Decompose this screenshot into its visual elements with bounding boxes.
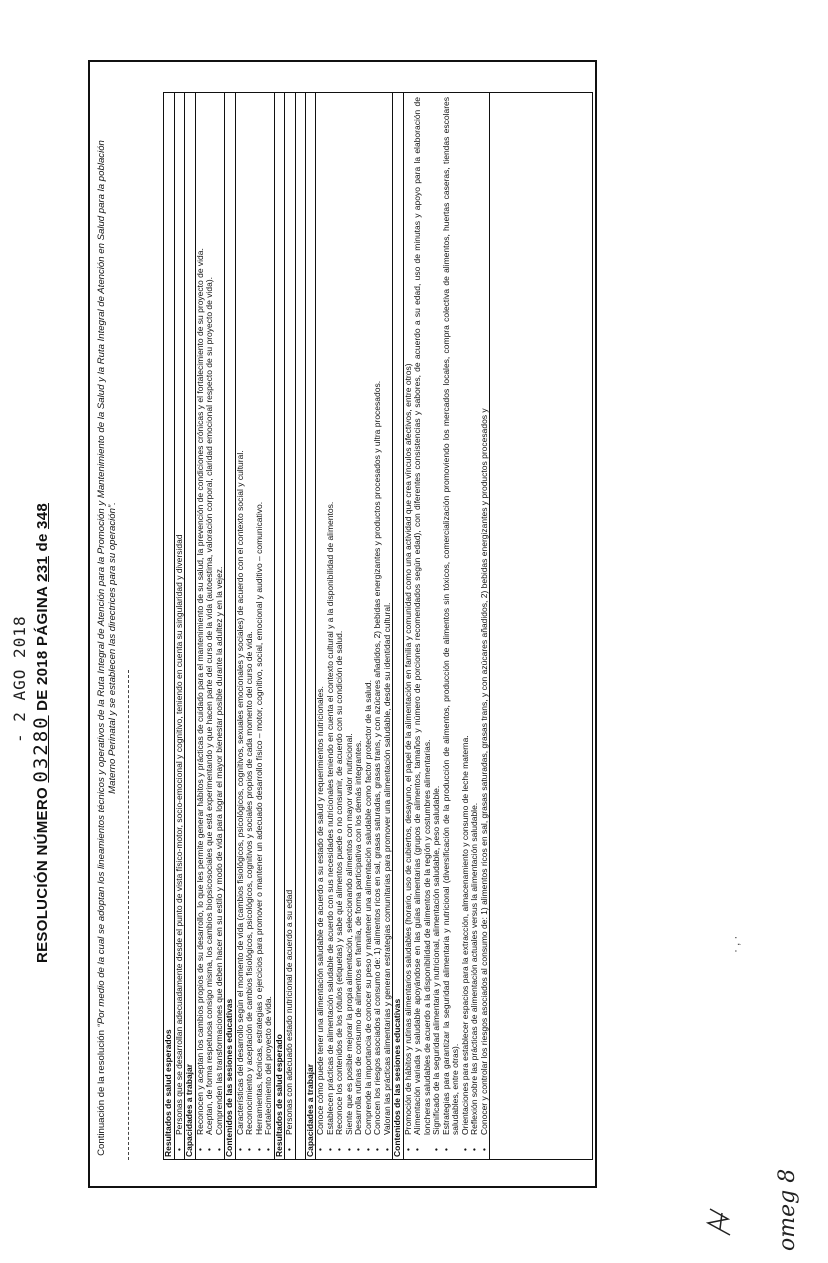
title-mid: DE 2018 PÁGINA: [34, 586, 51, 711]
continuation-lead: Continuación de la resolución: [96, 1030, 107, 1156]
list-item: • Significado de la seguridad alimentaria y nutricional, alimentación saludable, peso saludable.: [432, 93, 442, 1159]
list-item: • Conocen los riesgos asociados al consumo de: 1) alimentos ricos en sal, grasas saturadas, grasas trans, y con azúcares añadidos, 2) bebidas energizantes y productos procesados y ultra procesados.: [373, 93, 383, 1159]
bullet-list: [404, 93, 490, 1159]
bullet-list: [316, 93, 392, 1159]
total-pages: 348: [34, 503, 51, 529]
resolution-number: 03280: [30, 715, 52, 783]
list-item: • Comprende la importancia de conocer su peso y mantener una alimentación saludable como factor protector de la salud.: [364, 93, 374, 1159]
empty-row: [296, 93, 306, 1159]
resolution-title: [30, 503, 52, 963]
list-item: • Conocer y controlar los riesgos asociados al consumo de: 1) alimentos ricos en sal, grasas saturadas, grasas trans, y con azúcares añadidos, 2) bebidas energizantes y productos procesados y: [480, 93, 490, 1159]
section-heading: Resultados de salud esperados: [164, 93, 175, 1159]
list-item: • Reconoce los contenidos de los rótulos (etiquetas) y sabe qué alimentos puede o no consumir, de acuerdo con su condición de salud.: [335, 93, 345, 1159]
bullet-list: [175, 93, 185, 1159]
list-item: • Herramientas, técnicas, estrategias o ejercicios para promover o mantener un adecuado desarrollo físico – motor, cognitivo, social, emocional y auditivo – comunicativo.: [255, 93, 265, 1159]
table-section: [185, 93, 225, 1159]
continuation-text: [96, 128, 118, 1168]
date-stamp: - 2 AGO 2018: [10, 615, 29, 743]
signature-mark: [700, 1203, 740, 1243]
list-item: • Comprenden las transformaciones que deben hacer en su estilo y modo de vida para lograr el mayor bienestar posible durante la adultez y en la vejez.: [215, 93, 225, 1159]
list-item: • Reflexión sobre las prácticas de alimentación actuales versus la alimentación saludable.: [470, 93, 480, 1159]
section-heading: Contenidos de las sesiones educativas: [225, 93, 236, 1159]
table-section: [393, 93, 490, 1159]
section-heading: Capacidades a trabajar: [185, 93, 196, 1159]
list-item: • Aceptan, de forma respetuosa consigo misma, los cambios biopsicosociales que está experimentando y que hacen parte del curso de la vida (autoestima, valoración corporal, claridad emocional respecto de su proyecto de vida).: [205, 93, 215, 1159]
table-section: [306, 93, 394, 1159]
table-section: [275, 93, 296, 1159]
section-heading: Resultados de salud esperado: [275, 93, 286, 1159]
table-section: [164, 93, 185, 1159]
list-item: • Fortalecimiento del proyecto de vida.: [264, 93, 274, 1159]
list-item: • Desarrolla rutinas de consumo de alimentos en familia, de forma participativa con los demás integrantes.: [354, 93, 364, 1159]
list-item: • Personas que se desarrollan adecuadamente desde el punto de vista físico-motor, socio-emocional y cognitivo, teniendo en cuenta su singularidad y diversidad: [175, 93, 185, 1159]
table-section: [225, 93, 275, 1159]
list-item: • Valoran las prácticas alimentarias y generan estrategias comunitarias para promover una alimentación saludable, desde su identidad cultural.: [383, 93, 393, 1159]
list-item: • Estrategias para garantizar la seguridad alimentaria y nutricional (diversificación de la producción de alimentos, producción de alimentos sin tóxicos, comercialización promoviendo los mercados locales, compra colectiva de alimentos, huertas caseras, tiendas escolares saludables, entre otras).: [442, 93, 461, 1159]
title-prefix: RESOLUCIÓN NÚMERO: [34, 787, 51, 963]
list-item: • Reconocen y aceptan los cambios propios de su desarrollo, lo que les permite generar hábitos y prácticas de cuidado para el mantenimiento de su salud, la prevención de condiciones crónicas y el fortalecimiento de su proyecto de vida.: [196, 93, 206, 1159]
continuation-quote: “Por medio de la cual se adoptan los lineamientos técnicos y operativos de la Ruta Integral de Atención para la Promoción y Mantenimiento de la Salud y la Ruta Integral de Atención en Salud para la población Materno Perinatal y se establecen las directrices para su operación”.: [96, 140, 118, 1028]
bullet-list: [236, 93, 274, 1159]
section-heading: Contenidos de las sesiones educativas: [393, 93, 404, 1159]
list-item: • Promoción de hábitos y rutinas alimentarios saludables (horario, uso de cubiertos, desayuno, el papel de la alimentación en familia y comunidad como una actividad que crea vínculos afectivos, entre otros): [404, 93, 414, 1159]
list-item: • Personas con adecuado estado nutricional de acuerdo a su edad: [285, 93, 295, 1159]
list-item: • Características del desarrollo según el momento de vida (cambios fisiológicos, psicológicos, cognitivos, sexuales emocionales y sociales) de acuerdo con el contexto social y cultural.: [236, 93, 246, 1159]
content-table: [163, 92, 593, 1160]
bullet-list: [285, 93, 295, 1159]
page-number: 231: [34, 555, 51, 582]
section-heading: Capacidades a trabajar: [306, 93, 317, 1159]
list-item: • Alimentación variada y saludable apoyándose en las guías alimentarias (grupos de alimentos, tamaños y número de porciones recomendados según edad), con diferentes consistencias y sabores, de acuerdo a su edad, uso de minutas y apoyo para la elaboración de loncheras saludables de acuerdo a la disponibilidad de alimentos de la región y costumbres alimentarias.: [413, 93, 432, 1159]
list-item: • Reconocimiento y aceptación de cambios fisiológicos, psicológicos, cognitivos y sociales propios de cada momento del curso de vida.: [245, 93, 255, 1159]
handwritten-folio-note: omeg 8: [775, 1168, 800, 1251]
list-item: • Siente que es posible mejorar la propia alimentación, seleccionando alimentos con mayor valor nutricional.: [345, 93, 355, 1159]
list-item: • Establecen prácticas de alimentación saludable de acuerdo con sus necesidades nutricionales teniendo en cuenta el contexto cultural y a la disponibilidad de alimentos.: [326, 93, 336, 1159]
list-item: • Orientaciones para establecer espacios para la extracción, almacenamiento y consumo de leche materna.: [461, 93, 471, 1159]
scan-marks: · ‚ ·: [728, 935, 742, 953]
bullet-list: [196, 93, 225, 1159]
dashed-divider: [128, 670, 129, 1160]
list-item: • Conoce cómo puede tener una alimentación saludable de acuerdo a su estado de salud y requerimientos nutricionales.: [316, 93, 326, 1159]
of-label: de: [34, 533, 51, 552]
